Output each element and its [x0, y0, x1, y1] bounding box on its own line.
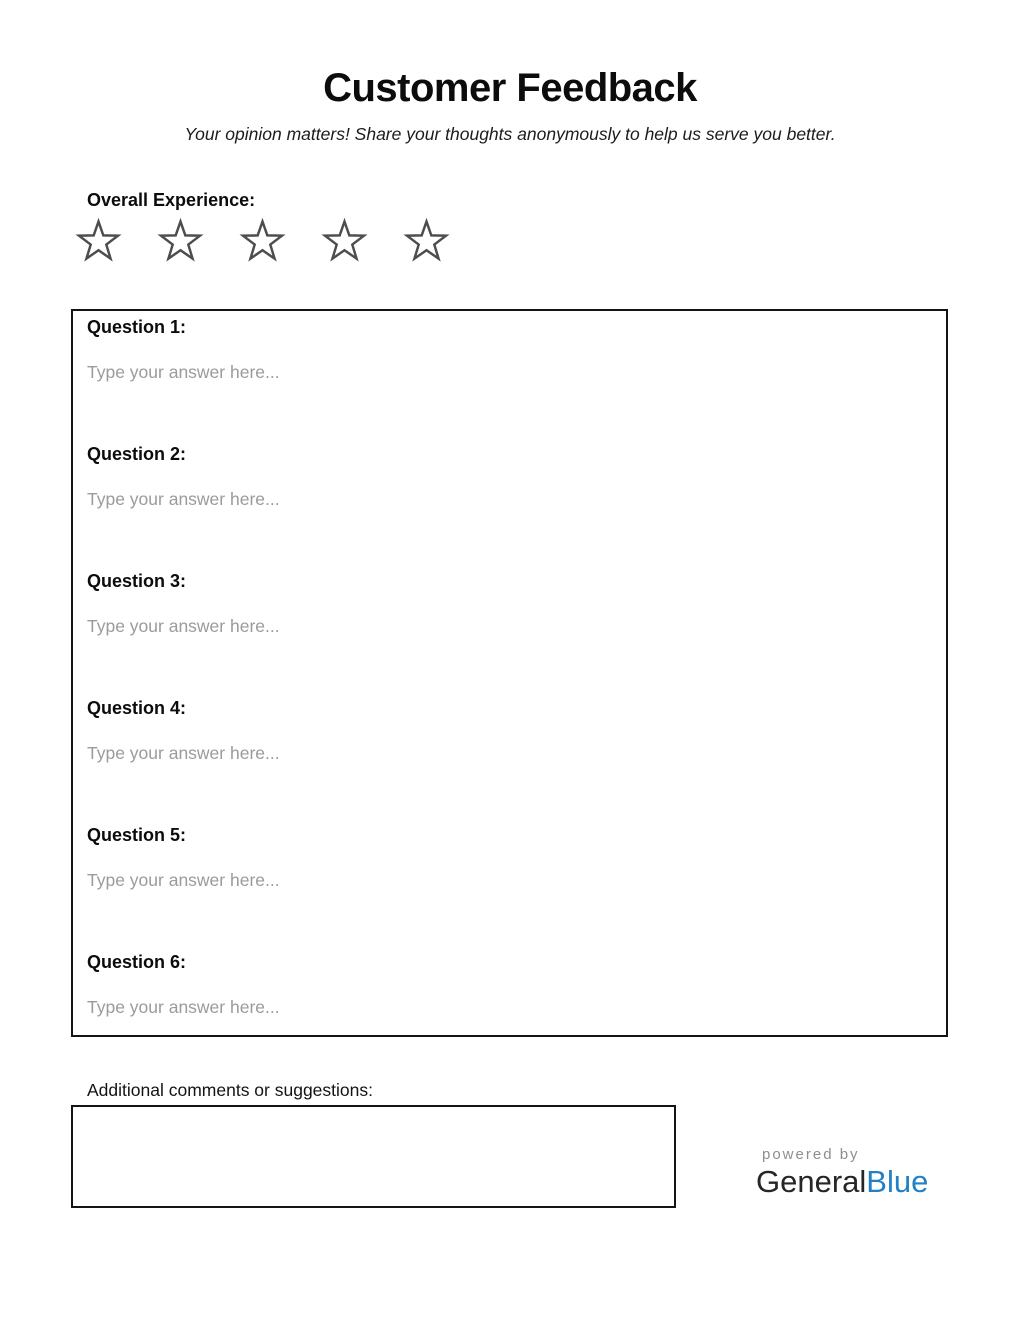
answer-input[interactable]: Type your answer here... [87, 997, 280, 1017]
overall-experience-label: Overall Experience: [87, 190, 256, 210]
questions-section [71, 309, 948, 1037]
question-block [87, 826, 930, 890]
brand-logo [756, 1146, 956, 1199]
question-label: Question 4: [87, 698, 187, 718]
star-icon[interactable] [406, 221, 447, 260]
star-icon[interactable] [242, 221, 283, 260]
answer-input[interactable]: Type your answer here... [87, 870, 280, 890]
star-icon[interactable] [324, 221, 365, 260]
answer-input[interactable]: Type your answer here... [87, 743, 280, 763]
brand-name [756, 1165, 956, 1199]
brand-prefix: General [756, 1164, 867, 1199]
answer-input[interactable]: Type your answer here... [87, 616, 280, 636]
star-icon[interactable] [78, 221, 119, 260]
question-label: Question 3: [87, 571, 187, 591]
page-subtitle: Your opinion matters! Share your thoughts anonymously to help us serve you better. [184, 124, 836, 144]
question-label: Question 2: [87, 444, 187, 464]
question-block [87, 445, 930, 509]
question-block [87, 572, 930, 636]
question-block [87, 953, 930, 1017]
comments-input[interactable] [71, 1105, 676, 1208]
question-block [87, 318, 930, 382]
answer-input[interactable]: Type your answer here... [87, 489, 280, 509]
comments-label: Additional comments or suggestions: [87, 1080, 373, 1100]
star-rating [78, 221, 1020, 266]
question-label: Question 1: [87, 317, 187, 337]
question-label: Question 6: [87, 952, 187, 972]
star-icon[interactable] [160, 221, 201, 260]
answer-input[interactable]: Type your answer here... [87, 362, 280, 382]
brand-suffix: Blue [866, 1164, 929, 1199]
powered-by-label: powered by [762, 1146, 860, 1163]
question-block [87, 699, 930, 763]
page-title: Customer Feedback [323, 66, 697, 110]
question-label: Question 5: [87, 825, 187, 845]
